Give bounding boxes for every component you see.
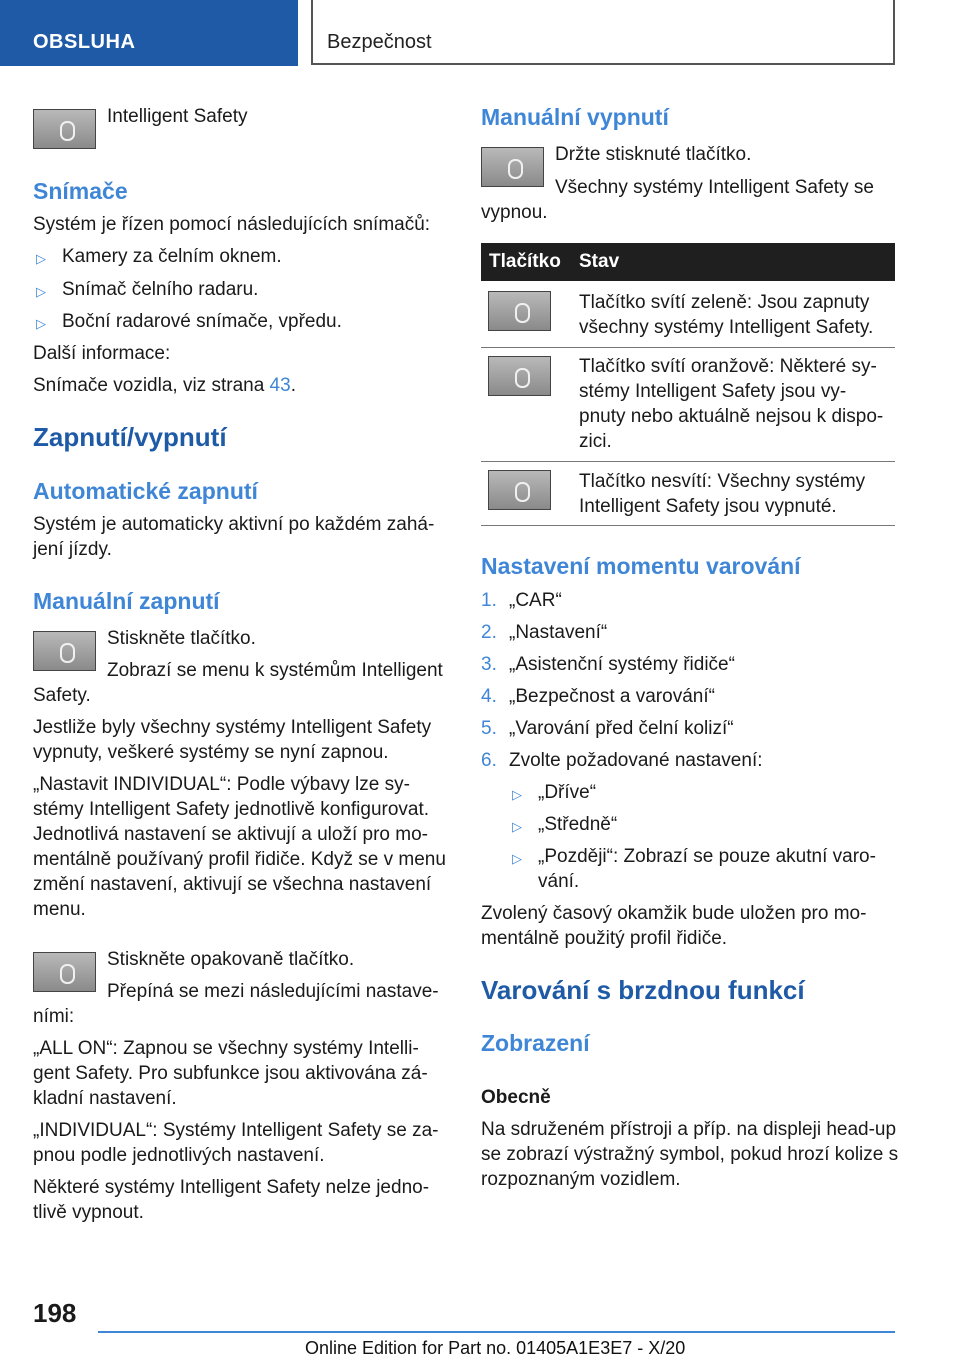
intelligent-safety-button-icon xyxy=(33,631,96,671)
table-divider xyxy=(481,525,895,526)
auto-text-line: Systém je automaticky aktivní po každém zahá- xyxy=(33,514,435,535)
step-text: „Bezpečnost a varování“ xyxy=(509,686,715,707)
intelligent-safety-button-icon xyxy=(33,109,96,149)
heading-warning-timing: Nastavení momentu varování xyxy=(481,553,801,579)
step-number: 4. xyxy=(481,686,497,707)
footer-divider xyxy=(98,1331,895,1333)
intelligent-safety-button-icon xyxy=(481,147,544,187)
page-header xyxy=(0,0,960,66)
repeat-press: Stiskněte opakovaně tlačítko. xyxy=(107,949,355,970)
sensors-reference: Snímače vozidla, viz strana 43. xyxy=(33,375,296,396)
step-number: 2. xyxy=(481,622,497,643)
step-text: „Asistenční systémy řidiče“ xyxy=(509,654,735,675)
triangle-right-icon: ▷ xyxy=(512,787,522,802)
paragraph-line: stémy Intelligent Safety jednotlivě konfigurovat. xyxy=(33,799,430,820)
table-header xyxy=(481,243,895,281)
sub-option-cont: vání. xyxy=(538,871,580,892)
auto-text-line: jení jízdy. xyxy=(33,539,112,560)
section-tab: OBSLUHA xyxy=(0,0,298,66)
list-item: Boční radarové snímače, vpředu. xyxy=(62,311,342,332)
triangle-right-icon: ▷ xyxy=(512,851,522,866)
chapter-tab: Bezpečnost xyxy=(311,0,895,65)
paragraph-line: Zvolený časový okamžik bude uložen pro mo- xyxy=(481,903,867,924)
intro-label: Intelligent Safety xyxy=(107,106,248,127)
row-state-line: zici. xyxy=(579,431,612,452)
row-state-line: Tlačítko svítí oranžově: Některé sy- xyxy=(579,356,877,377)
heading-on-off: Zapnutí/vypnutí xyxy=(33,422,227,452)
repeat-switch-line: Přepíná se mezi následujícími nastave- xyxy=(107,981,439,1002)
heading-auto-on: Automatické zapnutí xyxy=(33,478,258,504)
step-text: Zvolte požadované nastavení: xyxy=(509,750,763,771)
paragraph-line: tlivě vypnout. xyxy=(33,1202,144,1223)
step-text: „CAR“ xyxy=(509,590,562,611)
col-state-header: Stav xyxy=(579,251,620,272)
step-number: 1. xyxy=(481,590,497,611)
paragraph-line: rozpoznaným vozidlem. xyxy=(481,1169,681,1190)
manual-off-line: vypnou. xyxy=(481,202,548,223)
heading-general: Obecně xyxy=(481,1087,551,1108)
paragraph-line: Na sdruženém přístroji a příp. na displeji head-up xyxy=(481,1119,897,1140)
row-state-line: pnuty nebo aktuálně nejsou k dispo- xyxy=(579,406,884,427)
table-divider xyxy=(481,461,895,462)
paragraph-line: Jestliže byly všechny systémy Intelligent Safety xyxy=(33,717,432,738)
paragraph-line: změní nastavení, aktivují se všechna nastavení xyxy=(33,874,432,895)
paragraph-line: „Nastavit INDIVIDUAL“: Podle výbavy lze sy- xyxy=(33,774,410,795)
row-state-line: Tlačítko nesvítí: Všechny systémy xyxy=(579,471,866,492)
row-state-line: Intelligent Safety jsou vypnuté. xyxy=(579,496,837,517)
row-state-line: všechny systémy Intelligent Safety. xyxy=(579,317,874,338)
sub-option: „Dříve“ xyxy=(538,782,597,803)
repeat-switch-line: ními: xyxy=(33,1006,75,1027)
paragraph-line: „ALL ON“: Zapnou se všechny systémy Intelli- xyxy=(33,1038,419,1059)
intelligent-safety-button-icon xyxy=(488,470,551,510)
step-number: 6. xyxy=(481,750,497,771)
list-item: Snímač čelního radaru. xyxy=(62,279,259,300)
paragraph-line: vypnuty, veškeré systémy se nyní zapnou. xyxy=(33,742,389,763)
manual-on-menu-line: Zobrazí se menu k systémům Intelligent xyxy=(107,660,443,681)
list-item: Kamery za čelním oknem. xyxy=(62,246,282,267)
manual-on-menu-line: Safety. xyxy=(33,685,91,706)
paragraph-line: kladní nastavení. xyxy=(33,1088,177,1109)
intelligent-safety-button-icon xyxy=(488,356,551,396)
triangle-right-icon: ▷ xyxy=(36,316,46,331)
paragraph-line: gent Safety. Pro subfunkce jsou aktivována zá- xyxy=(33,1063,428,1084)
more-info: Další informace: xyxy=(33,343,171,364)
manual-off-hold: Držte stisknuté tlačítko. xyxy=(555,144,752,165)
heading-sensors: Snímače xyxy=(33,178,128,204)
row-state-line: stémy Intelligent Safety jsou vy- xyxy=(579,381,847,402)
triangle-right-icon: ▷ xyxy=(36,284,46,299)
manual-on-press: Stiskněte tlačítko. xyxy=(107,628,256,649)
table-divider xyxy=(481,347,895,348)
sub-option: „Středně“ xyxy=(538,814,618,835)
paragraph-line: mentálně používaný profil řidiče. Když se v menu xyxy=(33,849,446,870)
manual-off-line: Všechny systémy Intelligent Safety se xyxy=(555,177,874,198)
triangle-right-icon: ▷ xyxy=(512,819,522,834)
paragraph-line: „INDIVIDUAL“: Systémy Intelligent Safety se za- xyxy=(33,1120,439,1141)
sub-option: „Později“: Zobrazí se pouze akutní varo- xyxy=(538,846,876,867)
paragraph-line: pnou podle jednotlivých nastavení. xyxy=(33,1145,325,1166)
paragraph-line: menu. xyxy=(33,899,86,920)
step-number: 5. xyxy=(481,718,497,739)
sensors-intro: Systém je řízen pomocí následujících snímačů: xyxy=(33,214,431,235)
edition-text: Online Edition for Part no. 01405A1E3E7 - X/20 xyxy=(305,1338,686,1358)
paragraph-line: mentálně použitý profil řidiče. xyxy=(481,928,728,949)
heading-display: Zobrazení xyxy=(481,1030,590,1056)
heading-manual-on: Manuální zapnutí xyxy=(33,588,220,614)
triangle-right-icon: ▷ xyxy=(36,251,46,266)
col-button-header: Tlačítko xyxy=(489,251,561,272)
step-text: „Nastavení“ xyxy=(509,622,608,643)
intelligent-safety-button-icon xyxy=(33,952,96,992)
heading-manual-off: Manuální vypnutí xyxy=(481,104,669,130)
row-state-line: Tlačítko svítí zeleně: Jsou zapnuty xyxy=(579,292,870,313)
step-number: 3. xyxy=(481,654,497,675)
intelligent-safety-button-icon xyxy=(488,291,551,331)
step-text: „Varování před čelní kolizí“ xyxy=(509,718,734,739)
heading-brake-warning: Varování s brzdnou funkcí xyxy=(481,975,805,1005)
page-number: 198 xyxy=(33,1298,77,1328)
paragraph-line: Jednotlivá nastavení se aktivují a uloží pro mo- xyxy=(33,824,428,845)
paragraph-line: Některé systémy Intelligent Safety nelze jedno- xyxy=(33,1177,430,1198)
paragraph-line: se zobrazí výstražný symbol, pokud hrozí kolize s xyxy=(481,1144,899,1165)
page-link[interactable]: 43 xyxy=(269,375,291,396)
